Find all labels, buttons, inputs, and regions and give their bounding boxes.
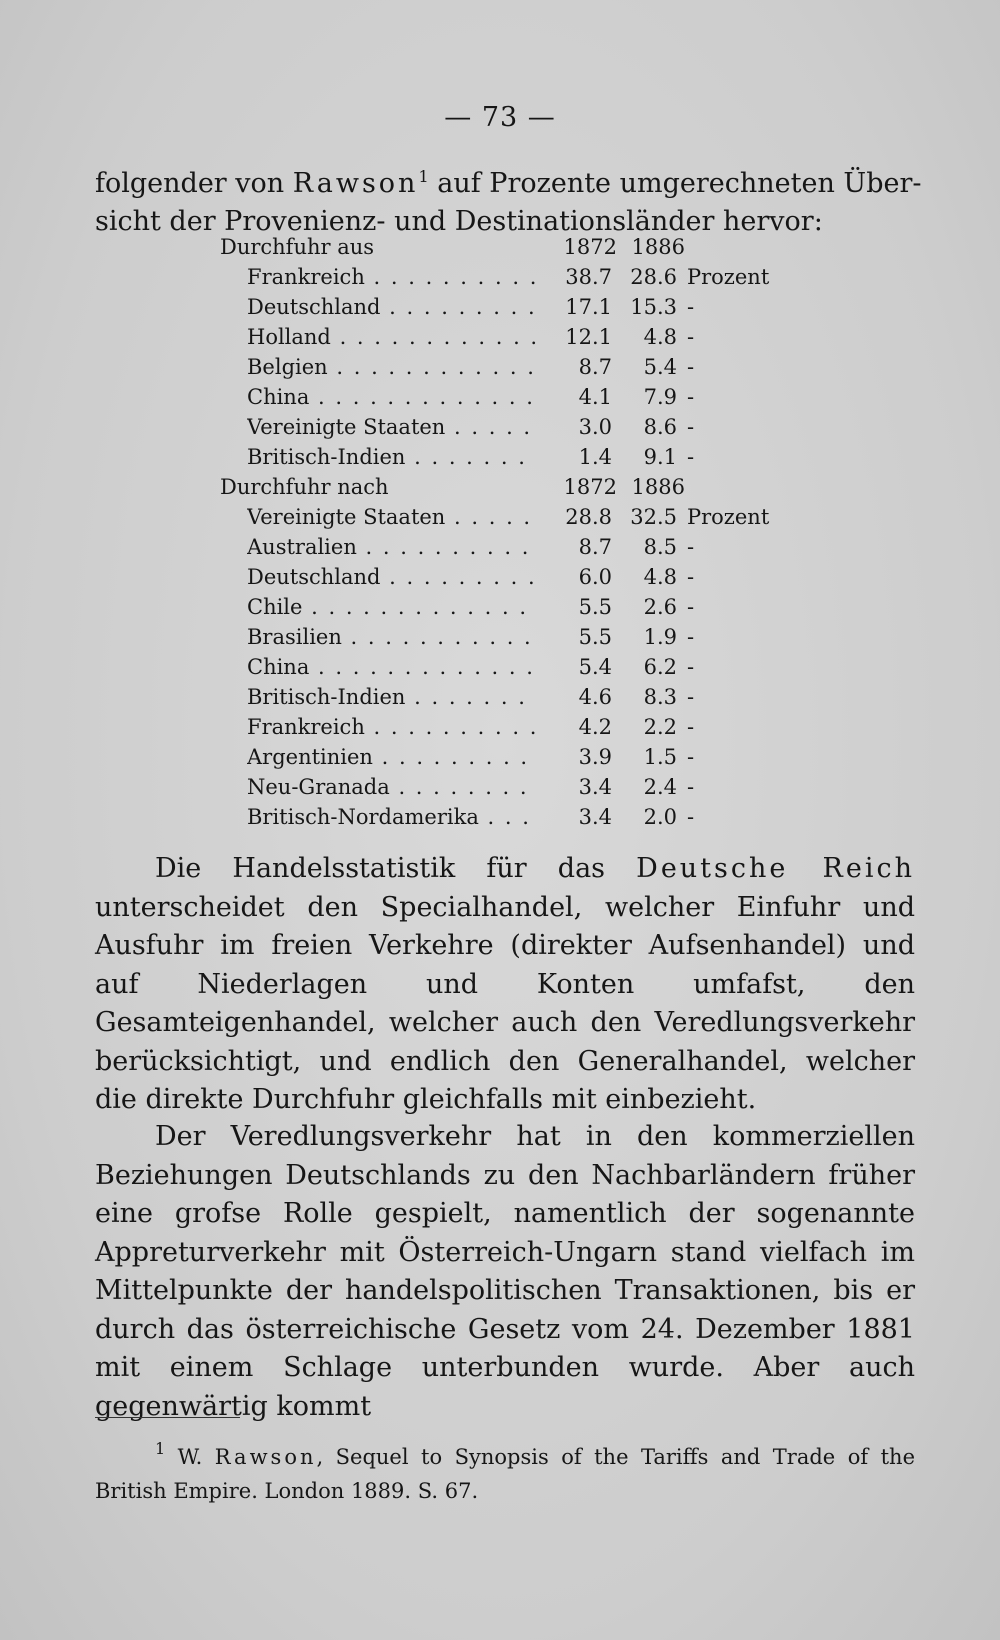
value-1872-cell: 1.4	[578, 445, 612, 469]
country-cell: Brasilien . . .	[247, 622, 537, 652]
table-title: Durchfuhr aus	[220, 235, 375, 259]
unit-cell: -	[687, 445, 695, 469]
value-1872-cell: 3.4	[578, 805, 612, 829]
country-cell: Vereinigte Staaten . . .	[247, 412, 537, 442]
table-header	[205, 232, 805, 262]
unit-cell: -	[687, 775, 695, 799]
year-1872-header: 1872	[563, 235, 617, 259]
unit-cell: -	[687, 805, 695, 829]
paragraph-handelsstatistik	[95, 850, 915, 1120]
value-1886-cell: 1.9	[643, 625, 677, 649]
table-row	[205, 652, 805, 682]
unit-cell: -	[687, 565, 695, 589]
unit-cell: -	[687, 655, 695, 679]
value-1886-cell: 7.9	[643, 385, 677, 409]
country-cell: Vereinigte Staaten . . .	[247, 502, 537, 532]
country-cell: China . . .	[247, 382, 537, 412]
year-1886-header: 1886	[631, 475, 685, 499]
unit-cell: -	[687, 685, 695, 709]
table-row	[205, 712, 805, 742]
value-1886-cell: 1.5	[643, 745, 677, 769]
value-1886-cell: 4.8	[643, 565, 677, 589]
table-row	[205, 292, 805, 322]
table-row	[205, 562, 805, 592]
value-1886-cell: 8.6	[643, 415, 677, 439]
footnote-reference: 1	[418, 167, 429, 186]
table-header	[205, 472, 805, 502]
country-cell: Deutschland . . .	[247, 292, 537, 322]
table-row	[205, 622, 805, 652]
unit-cell: Prozent	[687, 265, 770, 289]
year-1872-header: 1872	[563, 475, 617, 499]
author-name: Rawson	[292, 168, 419, 199]
value-1886-cell: 2.0	[643, 805, 677, 829]
unit-cell: -	[687, 595, 695, 619]
value-1886-cell: 32.5	[630, 505, 677, 529]
unit-cell: -	[687, 715, 695, 739]
paragraph-1-rest: unterscheidet den Specialhandel, welcher Einfuhr und Ausfuhr im freien Verkehre (direkter Aufsenhandel) und auf Niederlagen und Konten umfafst, den Gesamteigenhandel, welcher auch den Veredlungsverkehr berücksichtigt, und endlich den Generalhandel, welcher die direkte Durchfuhr gleichfalls mit einbezieht.	[95, 891, 915, 1115]
body-paragraph-2	[95, 1118, 915, 1426]
table-row	[205, 742, 805, 772]
intro-line-1	[95, 158, 922, 203]
table-row	[205, 502, 805, 532]
intro-line-1-start: folgender von	[95, 168, 293, 199]
table-row	[205, 802, 805, 832]
footnote-marker: 1	[155, 1439, 166, 1458]
unit-cell: -	[687, 385, 695, 409]
country-cell: Britisch-Nordamerika . . .	[247, 802, 537, 832]
table-row	[205, 442, 805, 472]
value-1886-cell: 8.5	[643, 535, 677, 559]
value-1886-cell: 2.6	[643, 595, 677, 619]
table-row	[205, 682, 805, 712]
country-cell: Deutschland . . .	[247, 562, 537, 592]
unit-cell: -	[687, 355, 695, 379]
value-1886-cell: 9.1	[643, 445, 677, 469]
year-1886-header: 1886	[631, 235, 685, 259]
value-1872-cell: 17.1	[565, 295, 612, 319]
paragraph-1-start: Die Handelsstatistik für das	[155, 853, 637, 884]
country-cell: Australien . . .	[247, 532, 537, 562]
transit-to-table	[205, 472, 805, 832]
footnote-text	[95, 1432, 915, 1508]
unit-cell: -	[687, 415, 695, 439]
transit-from-table	[205, 232, 805, 472]
table-row	[205, 772, 805, 802]
paragraph-veredlungsverkehr: Der Veredlungsverkehr hat in den kommerziellen Beziehungen Deutschlands zu den Nachbarländern früher eine grofse Rolle gespielt, namentlich der sogenannte Appreturverkehr mit Österreich-Ungarn stand vielfach im Mittelpunkte der handelspolitischen Transaktionen, bis er durch das österreichische Gesetz vom 24. Dezember 1881 mit einem Schlage unterbunden wurde. Aber auch gegenwärtig kommt	[95, 1121, 915, 1422]
unit-cell: Prozent	[687, 505, 770, 529]
table-row	[205, 352, 805, 382]
body-paragraph-1	[95, 850, 915, 1120]
country-cell: Argentinien . . .	[247, 742, 537, 772]
value-1872-cell: 5.5	[578, 595, 612, 619]
footnote-divider	[95, 1417, 240, 1418]
country-cell: Chile . . .	[247, 592, 537, 622]
value-1886-cell: 5.4	[643, 355, 677, 379]
unit-cell: -	[687, 745, 695, 769]
value-1872-cell: 3.0	[578, 415, 612, 439]
footnote-author: Rawson	[214, 1445, 317, 1469]
unit-cell: -	[687, 295, 695, 319]
unit-cell: -	[687, 625, 695, 649]
country-cell: Frankreich . . .	[247, 712, 537, 742]
country-cell: Britisch-Indien . . .	[247, 682, 537, 712]
country-cell: Britisch-Indien . . .	[247, 442, 537, 472]
country-cell: Holland . . .	[247, 322, 537, 352]
table-title: Durchfuhr nach	[220, 475, 389, 499]
value-1872-cell: 8.7	[578, 355, 612, 379]
page-number: — 73 —	[444, 102, 556, 133]
value-1886-cell: 8.3	[643, 685, 677, 709]
intro-line-2: sicht der Provenienz- und Destinationsländer hervor:	[95, 206, 823, 237]
unit-cell: -	[687, 535, 695, 559]
value-1872-cell: 4.1	[578, 385, 612, 409]
value-1872-cell: 6.0	[578, 565, 612, 589]
table-row	[205, 382, 805, 412]
value-1872-cell: 38.7	[565, 265, 612, 289]
value-1872-cell: 5.4	[578, 655, 612, 679]
value-1886-cell: 2.2	[643, 715, 677, 739]
value-1886-cell: 28.6	[630, 265, 677, 289]
value-1872-cell: 3.4	[578, 775, 612, 799]
value-1886-cell: 15.3	[630, 295, 677, 319]
value-1872-cell: 4.6	[578, 685, 612, 709]
value-1886-cell: 4.8	[643, 325, 677, 349]
intro-text	[95, 158, 922, 241]
footnote-citation: , Sequel to Synopsis of the Tariffs and Trade of the British Empire. London 1889. S. 67.	[95, 1445, 915, 1503]
country-cell: Frankreich . . .	[247, 262, 537, 292]
table-row	[205, 412, 805, 442]
value-1872-cell: 5.5	[578, 625, 612, 649]
value-1872-cell: 12.1	[565, 325, 612, 349]
value-1886-cell: 2.4	[643, 775, 677, 799]
table-row	[205, 532, 805, 562]
value-1872-cell: 3.9	[578, 745, 612, 769]
table-row	[205, 592, 805, 622]
footnote	[95, 1432, 915, 1508]
footnote-prefix: W.	[177, 1445, 215, 1469]
value-1872-cell: 4.2	[578, 715, 612, 739]
unit-cell: -	[687, 325, 695, 349]
value-1872-cell: 28.8	[565, 505, 612, 529]
country-cell: China . . .	[247, 652, 537, 682]
value-1872-cell: 8.7	[578, 535, 612, 559]
table-row	[205, 262, 805, 292]
table-row	[205, 322, 805, 352]
country-cell: Belgien . . .	[247, 352, 537, 382]
intro-line-1-end: auf Prozente umgerechneten Über-	[428, 168, 922, 199]
deutsche-reich-emphasis: Deutsche Reich	[636, 853, 915, 884]
value-1886-cell: 6.2	[643, 655, 677, 679]
country-cell: Neu-Granada . . .	[247, 772, 537, 802]
